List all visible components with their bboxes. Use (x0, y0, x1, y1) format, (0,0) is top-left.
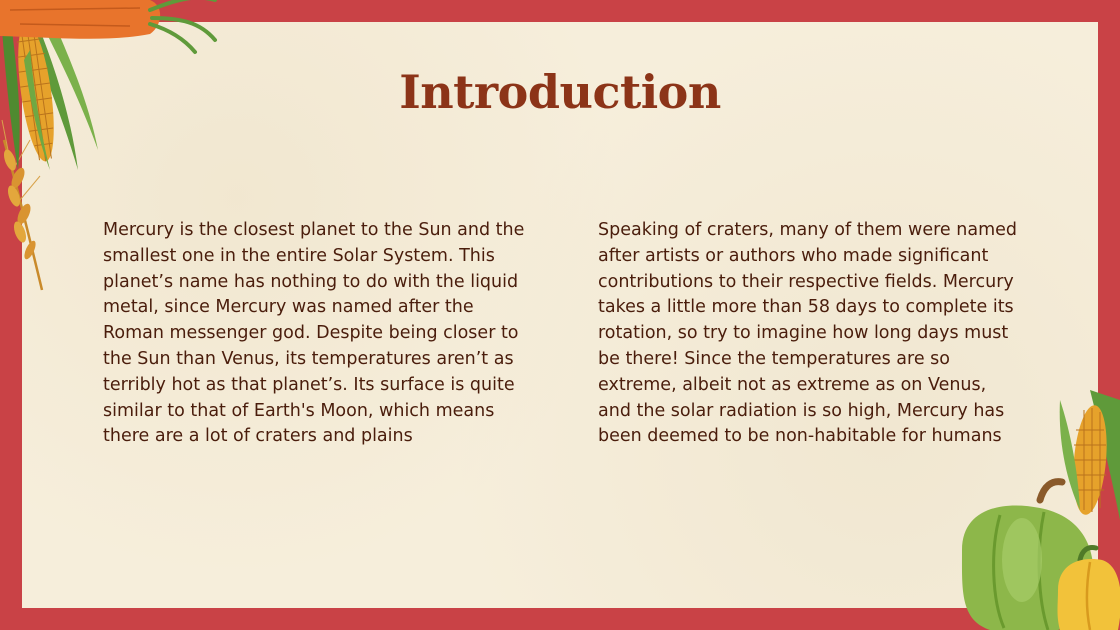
slide-title: Introduction (399, 65, 721, 119)
corn-cob-right (1060, 390, 1120, 520)
intro-paragraph-right: Speaking of craters, many of them were named after artists or authors who made significant contributions to their respective fields. Mercury takes a little more than 58 days to complete its rotation, so try to imagine how long days must be there! Since the temperatures are so extreme, albeit not as extreme as on Venus, and the solar radiation is so high, Mercury has been deemed to be non-habitable for humans (598, 220, 1018, 447)
intro-paragraph-left: Mercury is the closest planet to the Sun and the smallest one in the entire Solar System. This planet’s name has nothing to do with the liquid metal, since Mercury was named after the Roman messenger god. Despite being closer to the Sun than Venus, its temperatures aren’t as terribly hot as that planet’s. Its surface is quite similar to that of Earth's Moon, which means there are a lot of craters and plains (103, 220, 525, 447)
